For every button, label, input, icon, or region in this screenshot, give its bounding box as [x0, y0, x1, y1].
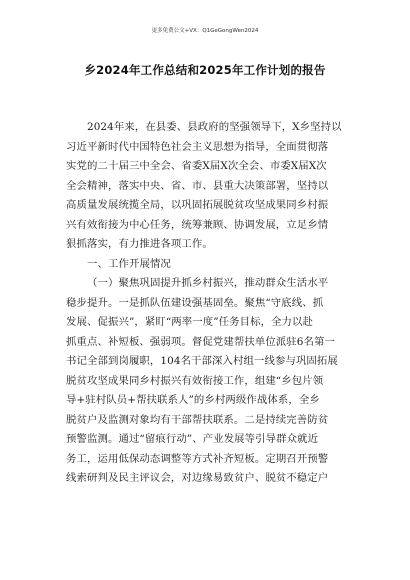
paragraph-line: 脱贫户及监测对象均有干部帮扶联系。二是持续完善防贫	[66, 413, 329, 426]
paragraph-line: 高质量发展统揽全局，以巩固拓展脱贫攻坚成果同乡村振	[66, 199, 329, 211]
paragraph-line: 狠抓落实，有力推进各项工作。	[66, 238, 213, 250]
paragraph-line: 兴有效衔接为中心任务，统筹兼顾、协调发展，立足乡情	[66, 218, 329, 231]
paragraph-line: 实党的二十届三中全会、省委X届X次全会、市委X届X次	[66, 160, 327, 172]
paragraph-section-one	[66, 274, 348, 489]
paragraph-line: 书记全部到岗履职，104名干部深入村组一线参与巩固拓展	[66, 355, 338, 367]
document-title: 乡2024年工作总结和2025年工作计划的报告	[84, 63, 326, 77]
section-heading: 一、工作开展情况	[87, 257, 171, 270]
paragraph-line: 2024年来，在县委、县政府的坚强领导下，X乡坚持以	[87, 121, 342, 133]
paragraph-line: （一）聚焦巩固提升抓乡村振兴，推动群众生活水平	[87, 277, 329, 289]
document-body	[66, 118, 348, 489]
paragraph-line: 抓重点、补短板、强弱项。督促党建帮扶单位派驻6名第一	[66, 335, 335, 348]
paragraph-line: 稳步提升。一是抓队伍建设强基固垒。聚焦“守底线、抓	[66, 296, 324, 309]
paragraph-intro	[66, 118, 348, 255]
paragraph-line: 务工，运用低保动态调整等方式补齐短板。定期召开预警	[66, 452, 329, 465]
paragraph-line: 全会精神，落实中央、省、市、县重大决策部署，坚持以	[66, 179, 329, 192]
paragraph-line: 导+驻村队员+帮扶联系人”的乡村两级作战体系，全乡	[66, 394, 320, 406]
page-header: 更多免费公文+VX：Q1GeGongWen2024	[151, 28, 259, 34]
paragraph-line: 预警监测。通过“留痕行动”、产业发展等引导群众就近	[66, 433, 319, 445]
paragraph-line: 线索研判及民主评议会，对边缘易致贫户、脱贫不稳定户	[66, 472, 329, 484]
paragraph-line: 脱贫攻坚成果同乡村振兴有效衔接工作，组建“乡包片领	[66, 374, 324, 387]
paragraph-line: 发展、促振兴”，紧盯“两率一度”任务目标，全力以赴	[66, 316, 314, 328]
paragraph-line: 习近平新时代中国特色社会主义思想为指导，全面贯彻落	[66, 140, 329, 153]
